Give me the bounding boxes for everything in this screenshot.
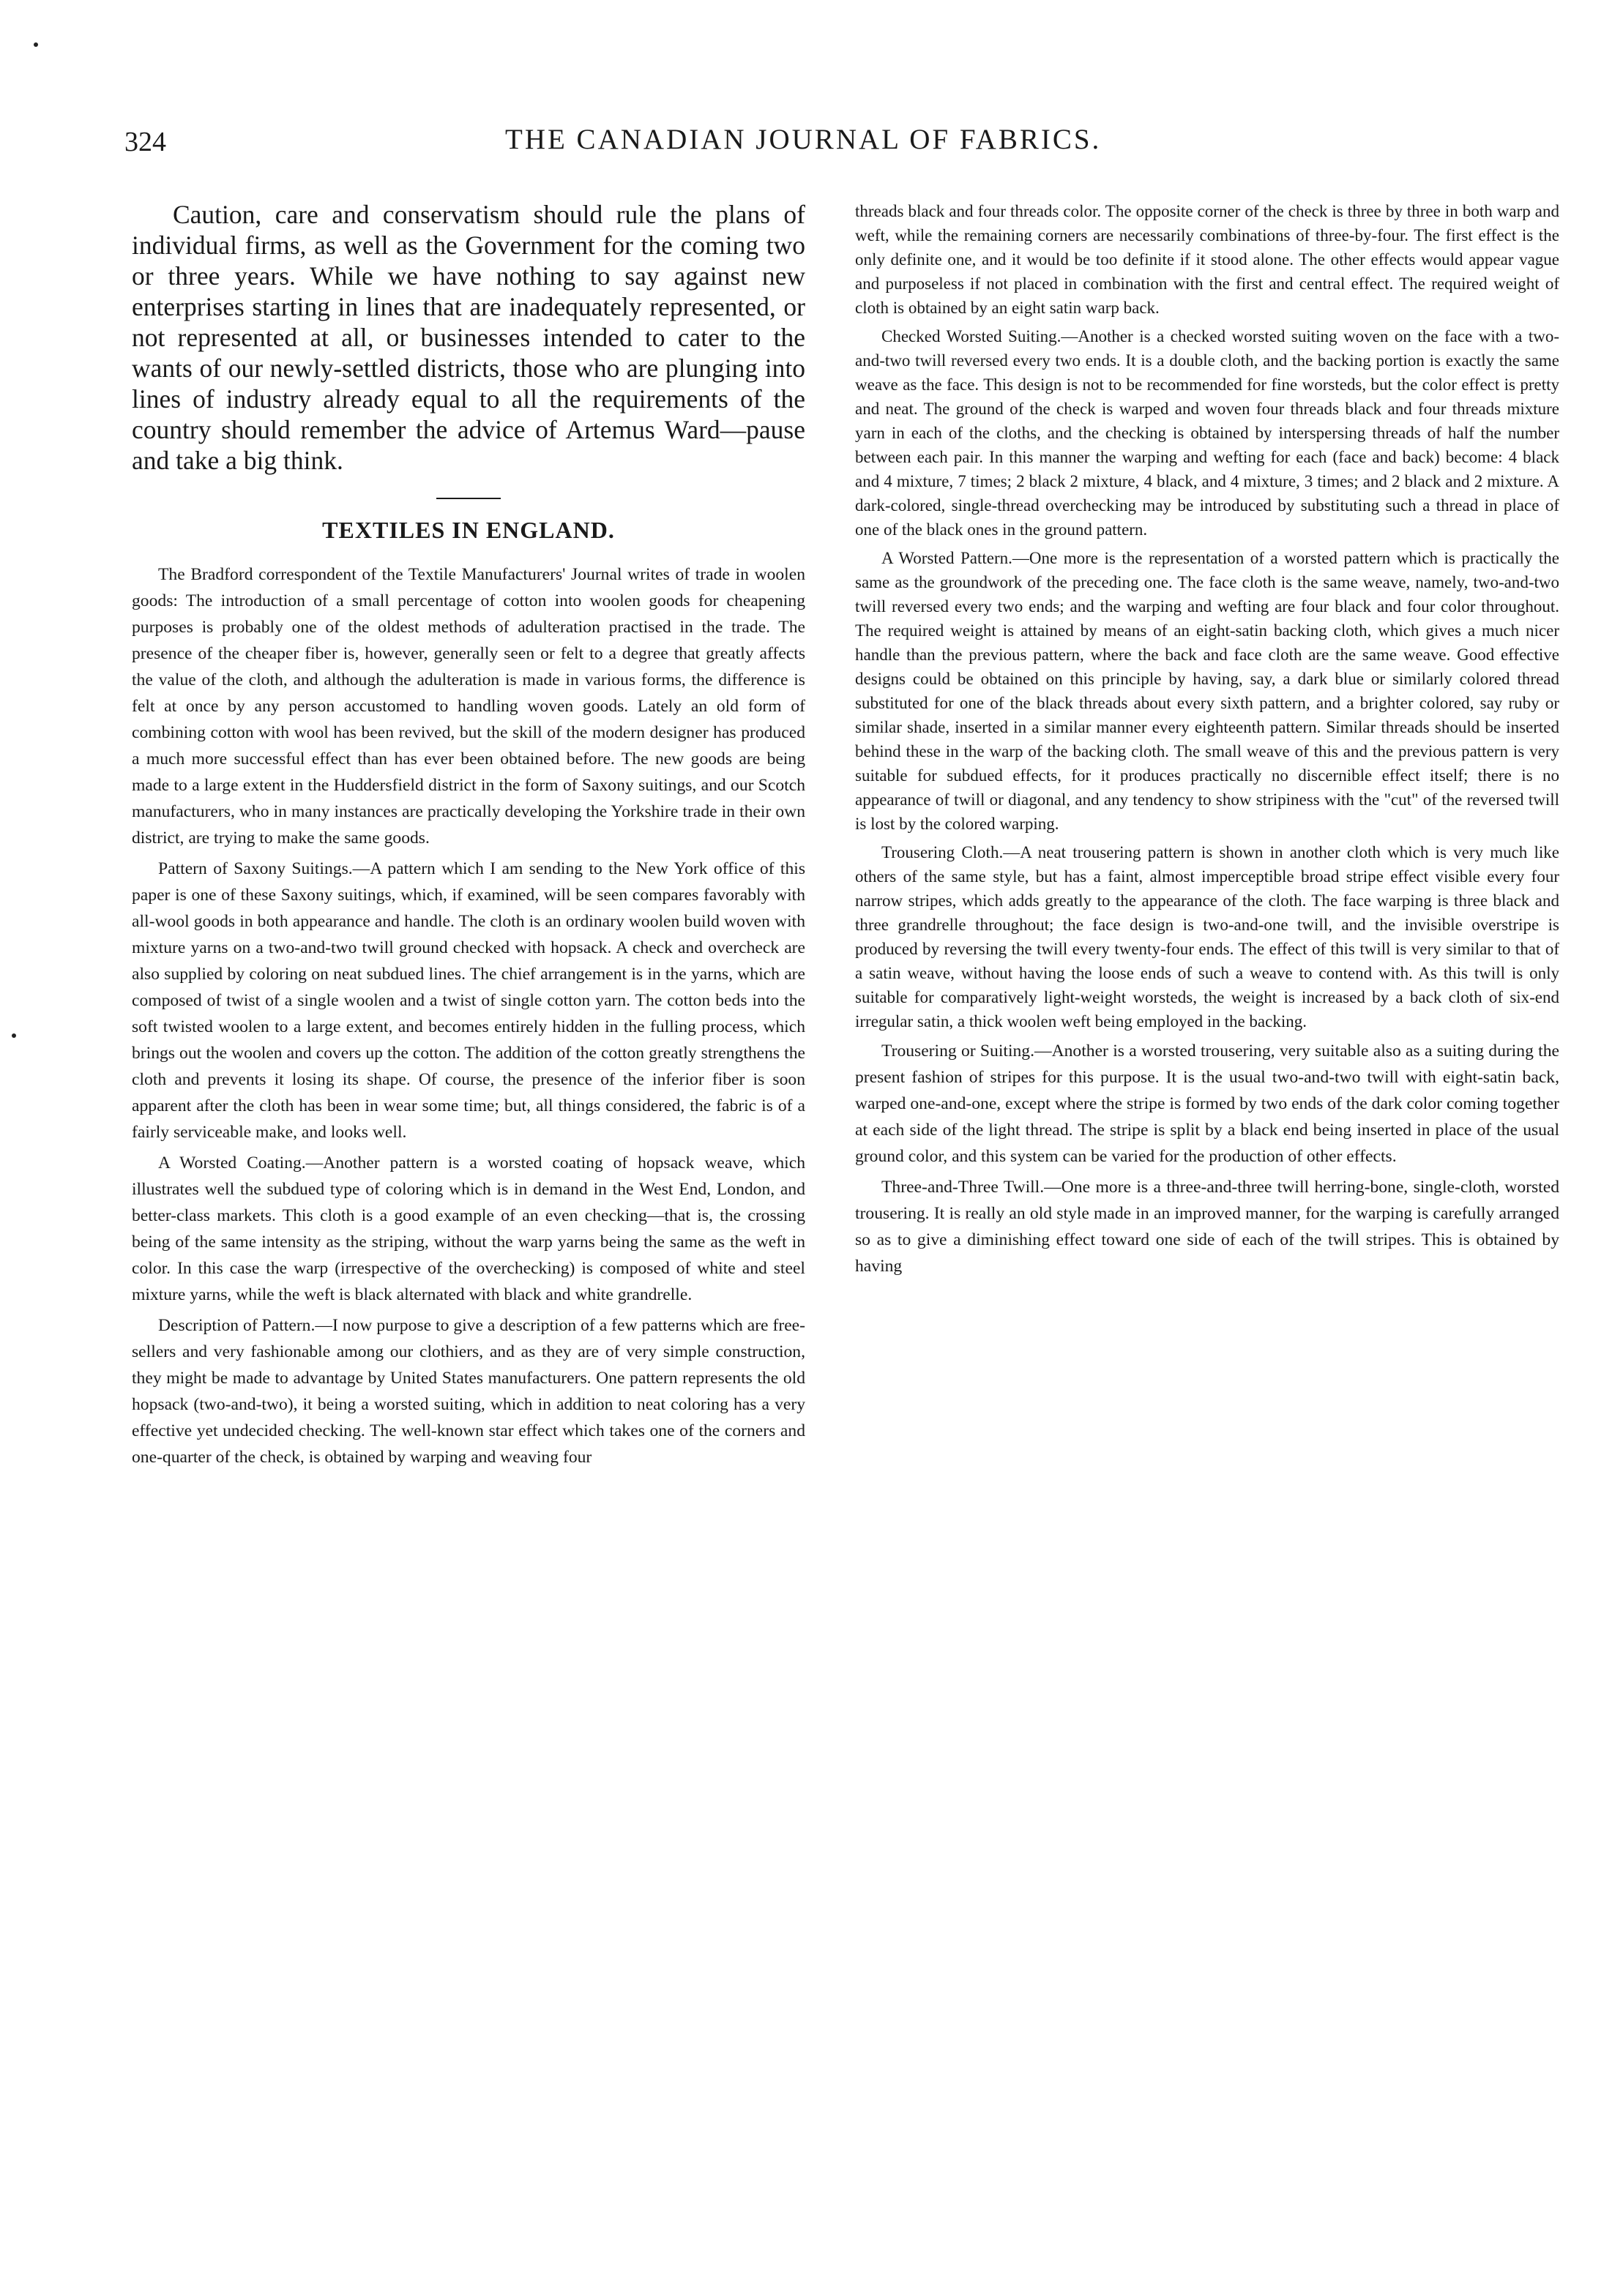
article-paragraph: A Worsted Coating.—Another pattern is a worsted coating of hopsack weave, which illustrates well the subdued type of coloring which is in demand in the West End, London, and better-class markets. This cloth is a good example of an even checking—that is, the crossing being of the same intensity as the striping, without the warp yarns being the same as the weft in color. In this case the warp (irrespective of the overchecking) is composed of white and steel mixture yarns, while the weft is black alternated with black and white grandrelle. bbox=[132, 1153, 805, 1304]
article-paragraph: Trousering or Suiting.—Another is a worsted trousering, very suitable also as a suiting during the present fashion of stripes for this purpose. It is the usual two-and-two twill with eight-satin back, warped one-and-one, except where the stripe is formed by two ends of the dark color coming together at each side of the light thread. The stripe is split by a black end being inserted in place of the usual ground color, and this system can be varied for the production of other effects. bbox=[855, 1042, 1559, 1166]
article-paragraph: The Bradford correspondent of the Textile Manufacturers' Journal writes of trade in woolen goods: The introduction of a small percentage of cotton into woolen goods for cheapening purposes is probably one of the oldest methods of adulteration practised in the trade. The presence of the cheaper fiber is, however, generally seen or felt to a degree that greatly affects the value of the cloth, and although the adulteration is made in various forms, the difference is felt at once by any person accustomed to handling woven goods. Lately an old form of combining cotton with wool has been revived, but the skill of the modern designer has produced a much more successful effect than has ever been obtained before. The new goods are being made to a large extent in the Huddersfield district in the form of Saxony suitings, and our Scotch manufacturers, who in many instances are practically developing the Yorkshire trade in their own district, are trying to make the same goods. bbox=[132, 565, 805, 848]
article-paragraph: Checked Worsted Suiting.—Another is a checked worsted suiting woven on the face with a two-and-two twill reversed every two ends. It is a double cloth, and the backing portion is exactly the same weave as the face. This design is not to be recommended for fine worsteds, but the color effect is pretty and neat. The ground of the check is warped and woven four threads black and four threads mixture yarn in each of the cloths, and the checking is obtained by interspersing threads of half the number between each pair. In this manner the warping and wefting for each (face and back) become: 4 black and 4 mixture, 7 times; 2 black 2 mixture, 4 black, and 4 mixture, 3 times; and 2 black and 2 mixture. A dark-colored, single-thread overchecking may be introduced by substituting such a thread in place of one of the black ones in the ground pattern. bbox=[855, 327, 1559, 539]
page-speck bbox=[34, 42, 38, 47]
editorial-intro bbox=[132, 199, 805, 476]
article-body-left bbox=[132, 561, 805, 1145]
intro-paragraph: Caution, care and conservatism should rule the plans of individual firms, as well as the Government for the coming two or three years. While we have nothing to say against new enterprises starting in lines that are inadequately represented, or not represented at all, or businesses intended to cater to the wants of our newly-settled districts, those who are plunging into lines of industry already equal to all the requirements of the country should remember the advice of Artemus Ward—pause and take a big think. bbox=[132, 200, 805, 475]
journal-title: THE CANADIAN JOURNAL OF FABRICS. bbox=[505, 124, 1102, 155]
section-divider bbox=[436, 498, 501, 499]
article-paragraph: Trousering Cloth.—A neat trousering pattern is shown in another cloth which is very much like others of the same style, but has a faint, almost imperceptible broad stripe effect visible every four narrow stripes, which adds greatly to the appearance of the cloth. The face warping is three black and three grandrelle throughout; the face design is two-and-one twill, and the invisible overstripe is produced by reversing the twill every twenty-four ends. The effect of this twill is very similar to that of a satin weave, without having the loose ends of such a weave to contend with. As this twill is only suitable for comparatively light-weight worsteds, the weight is increased by a back cloth of six-end irregular satin, a thick woolen weft being employed in the backing. bbox=[855, 843, 1559, 1031]
article-body-right bbox=[855, 199, 1559, 1033]
article-paragraph: Description of Pattern.—I now purpose to give a description of a few patterns which are free-sellers and very fashionable among our clothiers, and as they are of very simple construction, they might be made to advantage by United States manufacturers. One pattern represents the old hopsack (two-and-two), it being a worsted suiting, which in addition to neat coloring has a very effective yet undecided checking. The well-known star effect which takes one of the corners and one-quarter of the check, is obtained by warping and weaving four bbox=[132, 1316, 805, 1467]
article-paragraph: Pattern of Saxony Suitings.—A pattern which I am sending to the New York office of this paper is one of these Saxony suitings, which, if examined, will be seen compares favorably with all-wool goods in both appearance and handle. The cloth is an ordinary woolen build woven with mixture yarns on a two-and-two twill ground checked with hopsack. A check and overcheck are also supplied by coloring on neat subdued lines. The chief arrangement is in the yarns, which are composed of twist of a single woolen and a twist of single cotton yarn. The cotton beds into the soft twisted woolen to a large extent, and becomes entirely hidden in the fulling process, which brings out the woolen and covers up the cotton. The addition of the cotton greatly strengthens the cloth and prevents it losing its shape. Of course, the presence of the inferior fiber is soon apparent after the cloth has been in wear some time; but, all things considered, the fabric is of a fairly serviceable make, and looks well. bbox=[132, 859, 805, 1142]
page-speck bbox=[12, 1033, 16, 1038]
left-column bbox=[132, 199, 805, 1475]
article-paragraph: A Worsted Pattern.—One more is the representation of a worsted pattern which is practically the same as the groundwork of the preceding one. The face cloth is the same weave, namely, two-and-two twill reversed every two ends; and the warping and wefting are four black and four color throughout. The required weight is attained by means of an eight-satin backing cloth, which gives a much nicer handle than the previous pattern, where the back and face cloth are the same weave. Good effective designs could be obtained on this principle by having, say, a dark blue or similarly colored thread substituted for one of the black threads about every sixth pattern, and a brighter colored, say ruby or similar shade, inserted in a similar manner every eighteenth pattern. Similar threads should be inserted behind these in the warp of the backing cloth. The small weave of this and the previous pattern is very suitable for subdued effects, for it produces practically no discernible effect itself; there is no appearance of twill or diagonal, and any tendency to show stripiness with the "cut" of the reversed twill is lost by the colored warping. bbox=[855, 549, 1559, 833]
article-body-left-lower bbox=[132, 1150, 805, 1470]
article-paragraph: Three-and-Three Twill.—One more is a three-and-three twill herring-bone, single-cloth, worsted trousering. It is really an old style made in an improved manner, for the warping is carefully arranged so as to give a diminishing effect toward one side of each of the twill stripes. This is obtained by having bbox=[855, 1178, 1559, 1276]
page-number: 324 bbox=[124, 127, 166, 157]
right-column bbox=[855, 199, 1559, 1284]
article-body-right-lower bbox=[855, 1038, 1559, 1279]
article-title: TEXTILES IN ENGLAND. bbox=[322, 517, 615, 543]
article-paragraph: threads black and four threads color. The opposite corner of the check is three by three in both warp and weft, while the remaining corners are necessarily combinations of three-by-four. The first effect is the only definite one, and it would be too definite if it stood alone. The other effects would appear vague and purposeless if not placed in combination with the first and central effect. The required weight of cloth is obtained by an eight satin warp back. bbox=[855, 202, 1559, 317]
